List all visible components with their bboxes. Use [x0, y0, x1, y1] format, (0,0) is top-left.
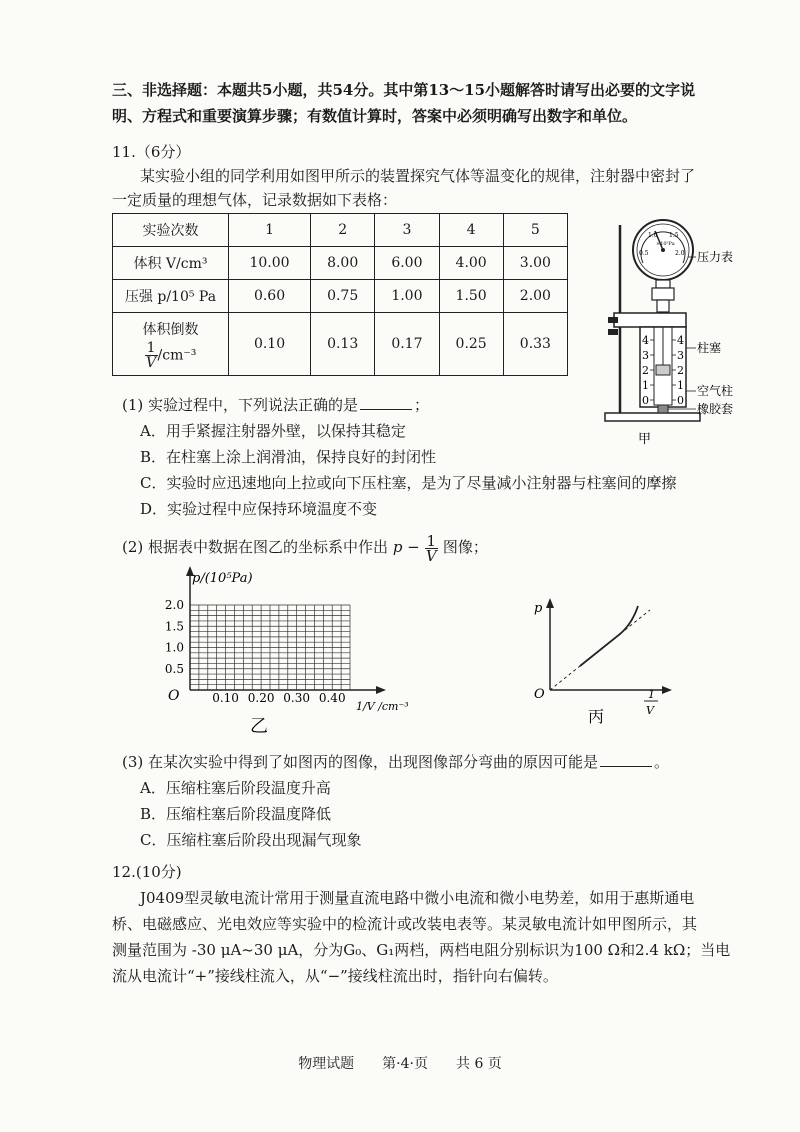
q11-number: 11.（6分） — [112, 143, 191, 161]
table-cell: 8.00 — [311, 247, 375, 280]
scale-left-1: 1 — [642, 379, 649, 392]
chart-yi-ylabel: p/(10⁵Pa) — [192, 571, 253, 586]
chart-bing-y-arrow — [546, 598, 554, 608]
figure-label-jia: 甲 — [638, 432, 652, 447]
q11-part-3 — [122, 752, 669, 772]
answer-blank[interactable] — [360, 395, 412, 410]
svg-text:1: 1 — [648, 688, 655, 701]
option-d: D．实验过程中应保持环境温度不变 — [140, 500, 378, 518]
q11-part-1-end: ； — [414, 396, 430, 414]
gauge-label-2: 1.5 — [669, 232, 679, 239]
table-cell: 0.10 — [229, 313, 311, 376]
p3-option-c: C．压缩柱塞后阶段出现漏气现象 — [140, 831, 362, 849]
y-tick-label: 2.0 — [164, 598, 184, 612]
gauge-unit: ×10⁵Pa — [656, 241, 675, 247]
x-tick-label: 0.10 — [212, 691, 239, 705]
table-cell: 10.00 — [229, 247, 311, 280]
q11-part-1-text: (1) 实验过程中，下列说法正确的是 — [122, 396, 359, 414]
table-cell: 实验次数 — [113, 214, 229, 247]
table-row-inverse-volume — [113, 313, 568, 376]
section-title-line-1: 三、非选择题：本题共5小题，共54分。其中第13～15小题解答时请写出必要的文字说 — [112, 81, 696, 99]
q11-part-2-after: 图像； — [442, 538, 488, 556]
table-row-pressure — [113, 280, 568, 313]
x-tick-label: 0.20 — [247, 691, 275, 705]
chart-yi-x-arrow — [376, 686, 386, 694]
table-cell: 3 — [375, 214, 439, 247]
option-c: C．实验时应迅速地向上拉或向下压柱塞，是为了尽量减小注射器与柱塞间的摩擦 — [140, 474, 677, 492]
chart-yi-ticks — [165, 598, 346, 705]
gauge-label-3: 2.0 — [675, 250, 685, 257]
fraction-numerator: 1 — [426, 531, 437, 550]
scale-right-1: 1 — [677, 379, 684, 392]
table-cell: 3.00 — [503, 247, 567, 280]
table-cell: 4.00 — [439, 247, 503, 280]
table-cell: 1.00 — [375, 280, 439, 313]
table-cell: 4 — [439, 214, 503, 247]
table-cell: 6.00 — [375, 247, 439, 280]
table-cell-label — [113, 313, 229, 376]
table-cell-label: 压强 p/10⁵ Pa — [113, 280, 229, 313]
chart-yi-xlabel: 1/V /cm⁻³ — [356, 700, 409, 713]
x-tick-label: 0.40 — [318, 691, 346, 705]
fraction-denominator: V — [425, 546, 437, 565]
clamp — [614, 313, 686, 327]
inverse-unit: /cm⁻³ — [157, 347, 197, 363]
table-cell: 0.75 — [311, 280, 375, 313]
table-cell: 0.60 — [229, 280, 311, 313]
table-cell: 1.50 — [439, 280, 503, 313]
table-cell: 5 — [503, 214, 567, 247]
label-air-column: 空气柱 — [697, 384, 734, 398]
table-row-header — [113, 214, 568, 247]
pressure-gauge — [633, 220, 693, 280]
answer-blank[interactable] — [600, 752, 652, 767]
chart-bing-ylabel: p — [534, 601, 543, 616]
p3-option-b: B．压缩柱塞后阶段温度降低 — [140, 805, 332, 823]
scale-right-3: 3 — [677, 349, 684, 362]
rubber-cap — [658, 405, 668, 413]
gauge-label-0: 0.5 — [639, 250, 649, 257]
table-cell: 2 — [311, 214, 375, 247]
chart-yi-title: 乙 — [250, 716, 268, 737]
scale-right-0: 0 — [677, 394, 684, 407]
chart-bing-xlabel — [644, 688, 658, 717]
fraction-numerator: 1 — [146, 339, 156, 356]
stand-base — [605, 413, 700, 421]
label-plunger: 柱塞 — [697, 341, 722, 355]
scale-left-3: 3 — [642, 349, 649, 362]
p3-option-a: A．压缩柱塞后阶段温度升高 — [140, 779, 331, 797]
y-tick-label: 1.0 — [164, 640, 184, 655]
chart-bing-curve — [580, 606, 638, 666]
scale-left-0: 0 — [642, 394, 649, 407]
scale-left-2: 2 — [642, 364, 649, 377]
table-cell-label: 体积 V/cm³ — [113, 247, 229, 280]
chart-yi — [150, 560, 420, 740]
table-cell: 2.00 — [503, 280, 567, 313]
q12-line-1: J0409型灵敏电流计常用于测量直流电路中微小电流和微小电势差，如用于惠斯通电 — [140, 889, 695, 907]
label-rubber-cap: 橡胶套 — [697, 402, 734, 416]
table-cell: 1 — [229, 214, 311, 247]
q11-intro-line-1: 某实验小组的同学利用如图甲所示的装置探究气体等温变化的规律，注射器中密封了 — [140, 167, 696, 185]
section-title-line-2: 明、方程式和重要演算步骤；有数值计算时，答案中必须明确写出数字和单位。 — [112, 107, 638, 125]
label-gauge: 压力表 — [697, 250, 734, 264]
table-row-volume — [113, 247, 568, 280]
q11-part-2 — [122, 530, 488, 564]
y-tick-label: 0.5 — [164, 661, 184, 676]
chart-bing-x-arrow — [662, 686, 672, 694]
chart-bing — [530, 590, 680, 730]
q12-line-2: 桥、电磁感应、光电效应等实验中的检流计或改装电表等。某灵敏电流计如甲图所示，其 — [112, 915, 698, 933]
q12-number: 12.(10分) — [112, 863, 182, 881]
x-tick-label: 0.30 — [283, 691, 311, 705]
inverse-label-top: 体积倒数 — [142, 321, 199, 338]
scale-right-2: 2 — [677, 364, 684, 377]
p2-fraction — [425, 531, 439, 565]
q11-intro-line-2: 一定质量的理想气体，记录数据如下表格： — [112, 191, 398, 209]
data-table — [112, 213, 568, 376]
q11-part-2-text: (2) 根据表中数据在图乙的坐标系中作出 — [122, 538, 389, 556]
svg-text:V: V — [646, 704, 654, 717]
p2-expression: p − — [392, 538, 420, 556]
scale-right-4: 4 — [677, 334, 684, 347]
option-b: B．在柱塞上涂上润滑油，保持良好的封闭性 — [140, 448, 437, 466]
q11-part-3-text: (3) 在某次实验中得到了如图丙的图像，出现图像部分弯曲的原因可能是 — [122, 753, 599, 771]
y-tick-label: 1.5 — [164, 619, 184, 634]
gauge-label-1: 1.0 — [648, 232, 658, 239]
table-cell: 0.25 — [439, 313, 503, 376]
scale-left-4: 4 — [642, 334, 649, 347]
chart-bing-origin: O — [534, 687, 545, 702]
table-cell: 0.17 — [375, 313, 439, 376]
page-footer: 物理试题 第·4·页 共 6 页 — [298, 1056, 502, 1072]
inverse-fraction — [145, 341, 158, 370]
chart-bing-title: 丙 — [588, 707, 605, 726]
table-cell: 0.13 — [311, 313, 375, 376]
fraction-denominator: V — [146, 354, 157, 371]
q12-line-4: 流从电流计“+”接线柱流入，从“−”接线柱流出时，指针向右偏转。 — [112, 967, 558, 985]
q12-line-3: 测量范围为 -30 μA~30 μA，分为G₀、G₁两档，两档电阻分别标识为100 Ω和2.4 kΩ；当电 — [112, 941, 731, 959]
chart-yi-grid — [190, 605, 350, 690]
chart-yi-origin: O — [168, 688, 180, 704]
table-cell: 0.33 — [503, 313, 567, 376]
apparatus-figure — [600, 205, 770, 450]
plunger — [656, 365, 670, 375]
q11-part-1 — [122, 395, 429, 415]
option-a: A．用手紧握注射器外壁，以保持其稳定 — [140, 422, 406, 440]
q11-part-3-end: 。 — [654, 753, 670, 771]
